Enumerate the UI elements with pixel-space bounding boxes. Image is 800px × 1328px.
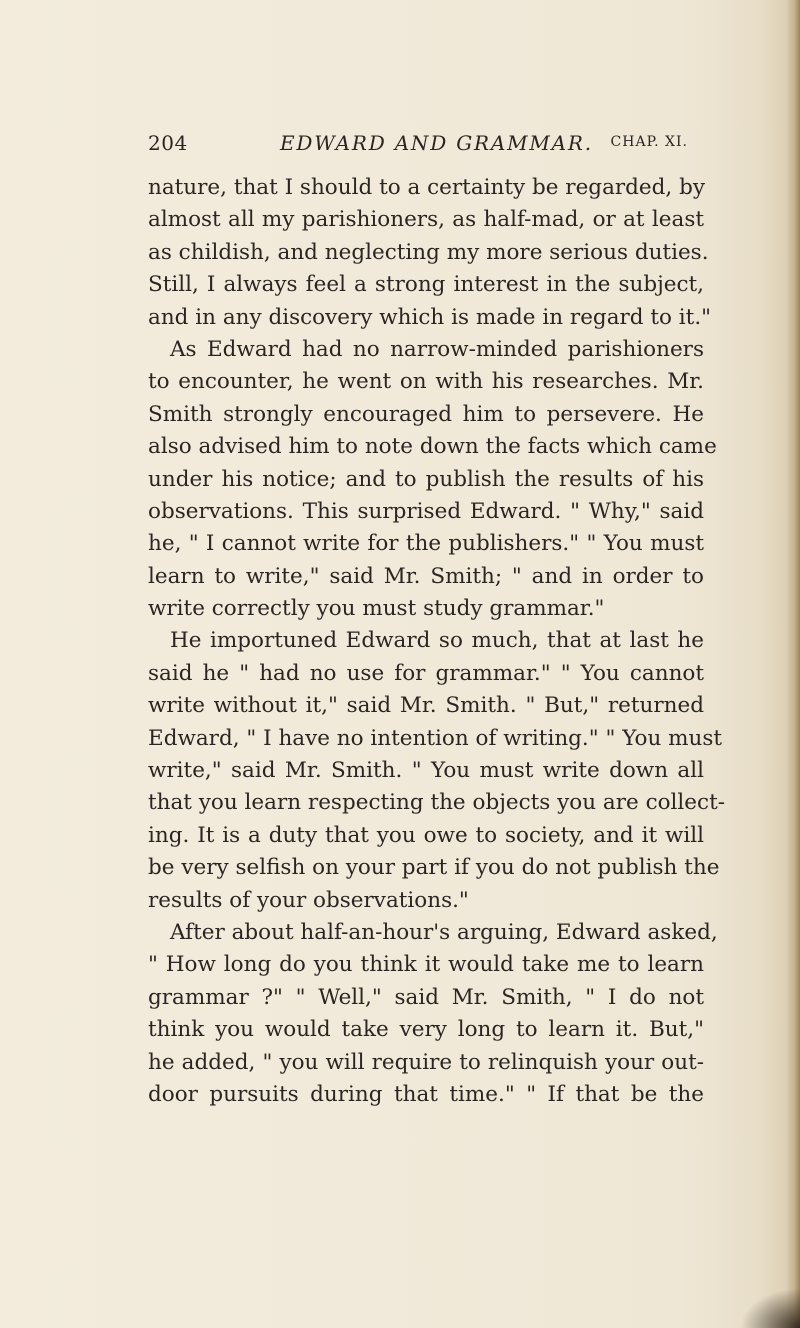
text-line: that you learn respecting the objects you are collect- <box>148 790 725 816</box>
text-line: said he " had no use for grammar." " You cannot <box>148 660 704 686</box>
running-header <box>148 131 688 163</box>
text-line: Edward, " I have no intention of writing." " You must <box>148 725 723 751</box>
running-title: EDWARD AND GRAMMAR. <box>280 131 593 155</box>
text-line: grammar ?" " Well," said Mr. Smith, " I do not <box>148 984 704 1010</box>
page-edge <box>786 0 800 1328</box>
text-line: ing. It is a duty that you owe to society, and it will <box>148 822 704 848</box>
text-line: to encounter, he went on with his researches. Mr. <box>148 369 704 395</box>
text-line: write correctly you must study grammar." <box>148 596 605 622</box>
text-line: learn to write," said Mr. Smith; " and in order to <box>148 563 704 589</box>
text-line: nature, that I should to a certainty be regarded, by <box>148 175 705 200</box>
text-line: he added, " you will require to relinquish your out- <box>148 1049 704 1075</box>
text-line: results of your observations." <box>148 887 469 913</box>
text-line: almost all my parishioners, as half-mad, or at least <box>148 207 704 233</box>
text-line: as childish, and neglecting my more serious duties. <box>148 239 709 265</box>
text-line: also advised him to note down the facts which came <box>148 434 717 460</box>
text-line: Smith strongly encouraged him to persevere. He <box>148 401 704 427</box>
page-number: 204 <box>148 131 188 155</box>
chapter-reference: CHAP. XI. <box>610 134 688 150</box>
text-line: write," said Mr. Smith. " You must write down all <box>148 758 704 784</box>
text-line: He importuned Edward so much, that at last he <box>170 628 704 654</box>
text-line: he, " I cannot write for the publishers." " You must <box>148 531 704 557</box>
page-corner-shadow <box>740 1288 800 1328</box>
text-line: be very selfish on your part if you do not publish the <box>148 855 720 881</box>
text-line: under his notice; and to publish the results of his <box>148 466 704 492</box>
text-line: write without it," said Mr. Smith. " But," returned <box>148 693 704 719</box>
text-line: door pursuits during that time." " If that be the <box>148 1081 704 1107</box>
text-line: " How long do you think it would take me to learn <box>148 952 704 978</box>
text-line: As Edward had no narrow-minded parishioners <box>170 336 704 362</box>
text-line: observations. This surprised Edward. " Why," said <box>148 498 704 524</box>
text-line: think you would take very long to learn it. But," <box>148 1017 704 1043</box>
text-line: After about half-an-hour's arguing, Edward asked, <box>170 919 718 945</box>
text-line: and in any discovery which is made in regard to it." <box>148 304 712 330</box>
text-line: Still, I always feel a strong interest in the subject, <box>148 272 704 298</box>
body-text <box>148 172 725 1111</box>
